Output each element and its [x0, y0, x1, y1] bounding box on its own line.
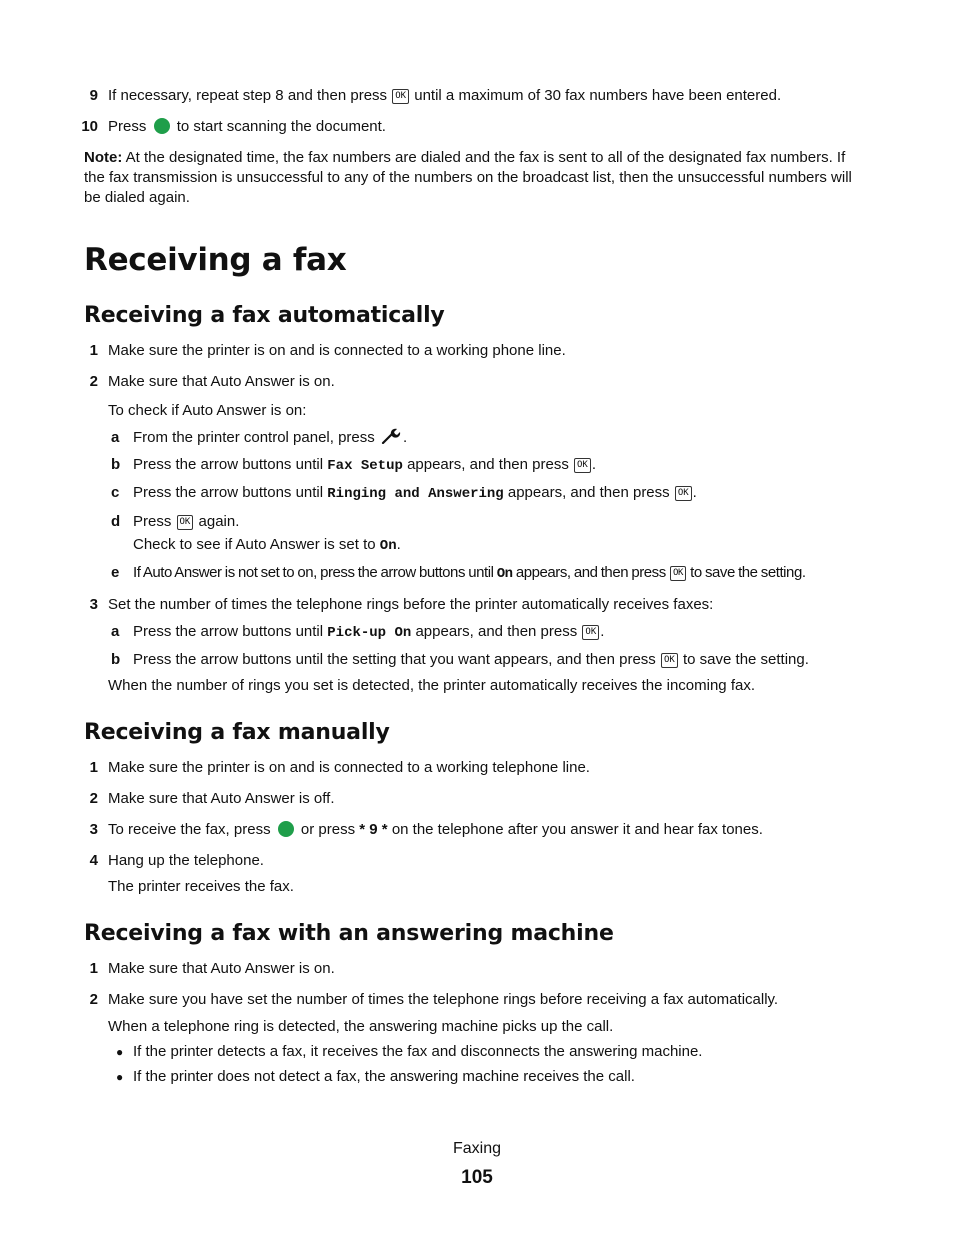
bullet-dot: ●: [116, 1045, 124, 1059]
substep-text: [133, 622, 604, 643]
step-text-part: or press: [300, 821, 356, 838]
substep-text-part: appears, and then press: [515, 564, 666, 581]
footer-section: Faxing: [452, 1140, 502, 1157]
note-label: Note:: [84, 149, 123, 166]
page-title: Receiving a fax: [84, 242, 347, 278]
substep-text-part: Press: [133, 513, 172, 530]
bullet-item: If the printer detects a fax, it receives the fax and disconnects the answering machine.: [133, 1043, 703, 1060]
keypad-code: * 9 *: [359, 821, 388, 838]
step-text-part: Press: [108, 118, 147, 135]
substep-letter: b: [111, 456, 121, 473]
page-number: 105: [461, 1167, 493, 1188]
substep-text-part: Press the arrow buttons until: [133, 484, 324, 501]
substep-text-part: again.: [198, 513, 240, 530]
menu-option-code: Ringing and Answering: [327, 486, 504, 502]
substep-text-part: appears, and then press: [407, 456, 569, 473]
substep-text: [133, 563, 806, 584]
note-line: [84, 148, 845, 168]
ok-button-icon: OK: [675, 486, 692, 501]
start-button-icon: [278, 821, 294, 837]
substep-text-part: .: [396, 536, 401, 553]
section-heading: Receiving a fax automatically: [84, 303, 445, 328]
bullet-item: If the printer does not detect a fax, the answering machine receives the call.: [133, 1068, 635, 1085]
paragraph: When a telephone ring is detected, the answering machine picks up the call.: [108, 1018, 614, 1035]
note-line: be dialed again.: [84, 189, 190, 206]
note-text: At the designated time, the fax numbers are dialed and the fax is sent to all of the designated fax numbers. If: [125, 149, 846, 166]
substep-text-part: to save the setting.: [683, 651, 809, 668]
menu-option-code: Pick-up On: [327, 625, 412, 641]
step-text-part: to start scanning the document.: [176, 118, 386, 135]
step-text: Make sure the printer is on and is connected to a working phone line.: [108, 342, 566, 359]
section-heading: Receiving a fax with an answering machine: [84, 921, 614, 946]
step-number: 3: [89, 821, 98, 838]
menu-option-code: On: [379, 538, 397, 554]
start-button-icon: [154, 118, 170, 134]
menu-option-code: Fax Setup: [327, 458, 403, 474]
substep-text-part: From the printer control panel, press: [133, 429, 375, 446]
substep-text-part: Press the arrow buttons until: [133, 456, 324, 473]
paragraph: To check if Auto Answer is on:: [108, 402, 307, 419]
note-line: the fax transmission is unsuccessful to any of the numbers on the broadcast list, then the unsuccessful numbers will: [84, 169, 852, 186]
substep-text: [133, 483, 697, 504]
bullet-dot: ●: [116, 1070, 124, 1084]
step-text-part: To receive the fax, press: [108, 821, 271, 838]
step-number: 1: [89, 759, 98, 776]
step-text: Make sure that Auto Answer is on.: [108, 960, 335, 977]
step-number: 4: [89, 852, 98, 869]
step-number: 3: [89, 596, 98, 613]
step-text: Hang up the telephone.: [108, 852, 264, 869]
step-text: [108, 86, 781, 106]
substep-text-part: .: [402, 429, 408, 446]
step-number: 2: [89, 373, 98, 390]
step-text: Make sure that Auto Answer is on.: [108, 373, 335, 390]
substep-text-part: Check to see if Auto Answer is set to: [133, 536, 376, 553]
step-text: Set the number of times the telephone rings before the printer automatically receives faxes:: [108, 596, 714, 613]
section-heading: Receiving a fax manually: [84, 720, 390, 745]
step-text: [108, 117, 386, 137]
substep-text-part: Press the arrow buttons until: [133, 623, 324, 640]
step-number: 2: [89, 991, 98, 1008]
ok-button-icon: OK: [661, 653, 678, 668]
substep-text-part: appears, and then press: [415, 623, 578, 640]
substep-text-part: appears, and then press: [507, 484, 670, 501]
step-text-part: until a maximum of 30 fax numbers have been entered.: [414, 87, 782, 104]
substep-letter: d: [111, 513, 121, 530]
substep-text-part: .: [692, 484, 697, 501]
substep-text-part: to save the setting.: [690, 564, 806, 581]
substep-letter: e: [111, 564, 120, 581]
substep-text-part: If Auto Answer is not set to on, press the arrow buttons until: [133, 564, 494, 581]
ok-button-icon: OK: [574, 458, 591, 473]
substep-text: [133, 650, 809, 670]
substep-text: [133, 535, 401, 556]
ok-button-icon: OK: [582, 625, 599, 640]
menu-option-code: On: [496, 566, 513, 582]
step-text-part: If necessary, repeat step 8 and then press: [108, 87, 388, 104]
step-text-part: on the telephone after you answer it and hear fax tones.: [391, 821, 763, 838]
substep-text-part: .: [600, 623, 605, 640]
step-text: Make sure you have set the number of times the telephone rings before receiving a fax automatically.: [108, 991, 779, 1008]
step-number: 9: [89, 87, 98, 104]
wrench-icon: [381, 428, 401, 450]
ok-button-icon: OK: [177, 515, 194, 530]
paragraph: When the number of rings you set is detected, the printer automatically receives the incoming fax.: [108, 677, 755, 694]
substep-text: [133, 428, 407, 450]
substep-text: [133, 455, 596, 476]
step-text: Make sure that Auto Answer is off.: [108, 790, 335, 807]
substep-text-part: .: [591, 456, 597, 473]
step-number: 1: [89, 342, 98, 359]
substep-letter: b: [111, 651, 121, 668]
ok-button-icon: OK: [670, 566, 686, 581]
step-number: 2: [89, 790, 98, 807]
ok-button-icon: OK: [392, 89, 409, 104]
step-text: Make sure the printer is on and is connected to a working telephone line.: [108, 759, 590, 776]
substep-letter: a: [111, 429, 120, 446]
step-text: [108, 820, 763, 840]
substep-text-part: Press the arrow buttons until the setting that you want appears, and then press: [133, 651, 656, 668]
substep-letter: c: [111, 484, 120, 501]
substep-text: [133, 512, 239, 532]
paragraph: The printer receives the fax.: [108, 878, 294, 895]
substep-letter: a: [111, 623, 120, 640]
step-number: 10: [81, 118, 98, 135]
step-number: 1: [89, 960, 98, 977]
